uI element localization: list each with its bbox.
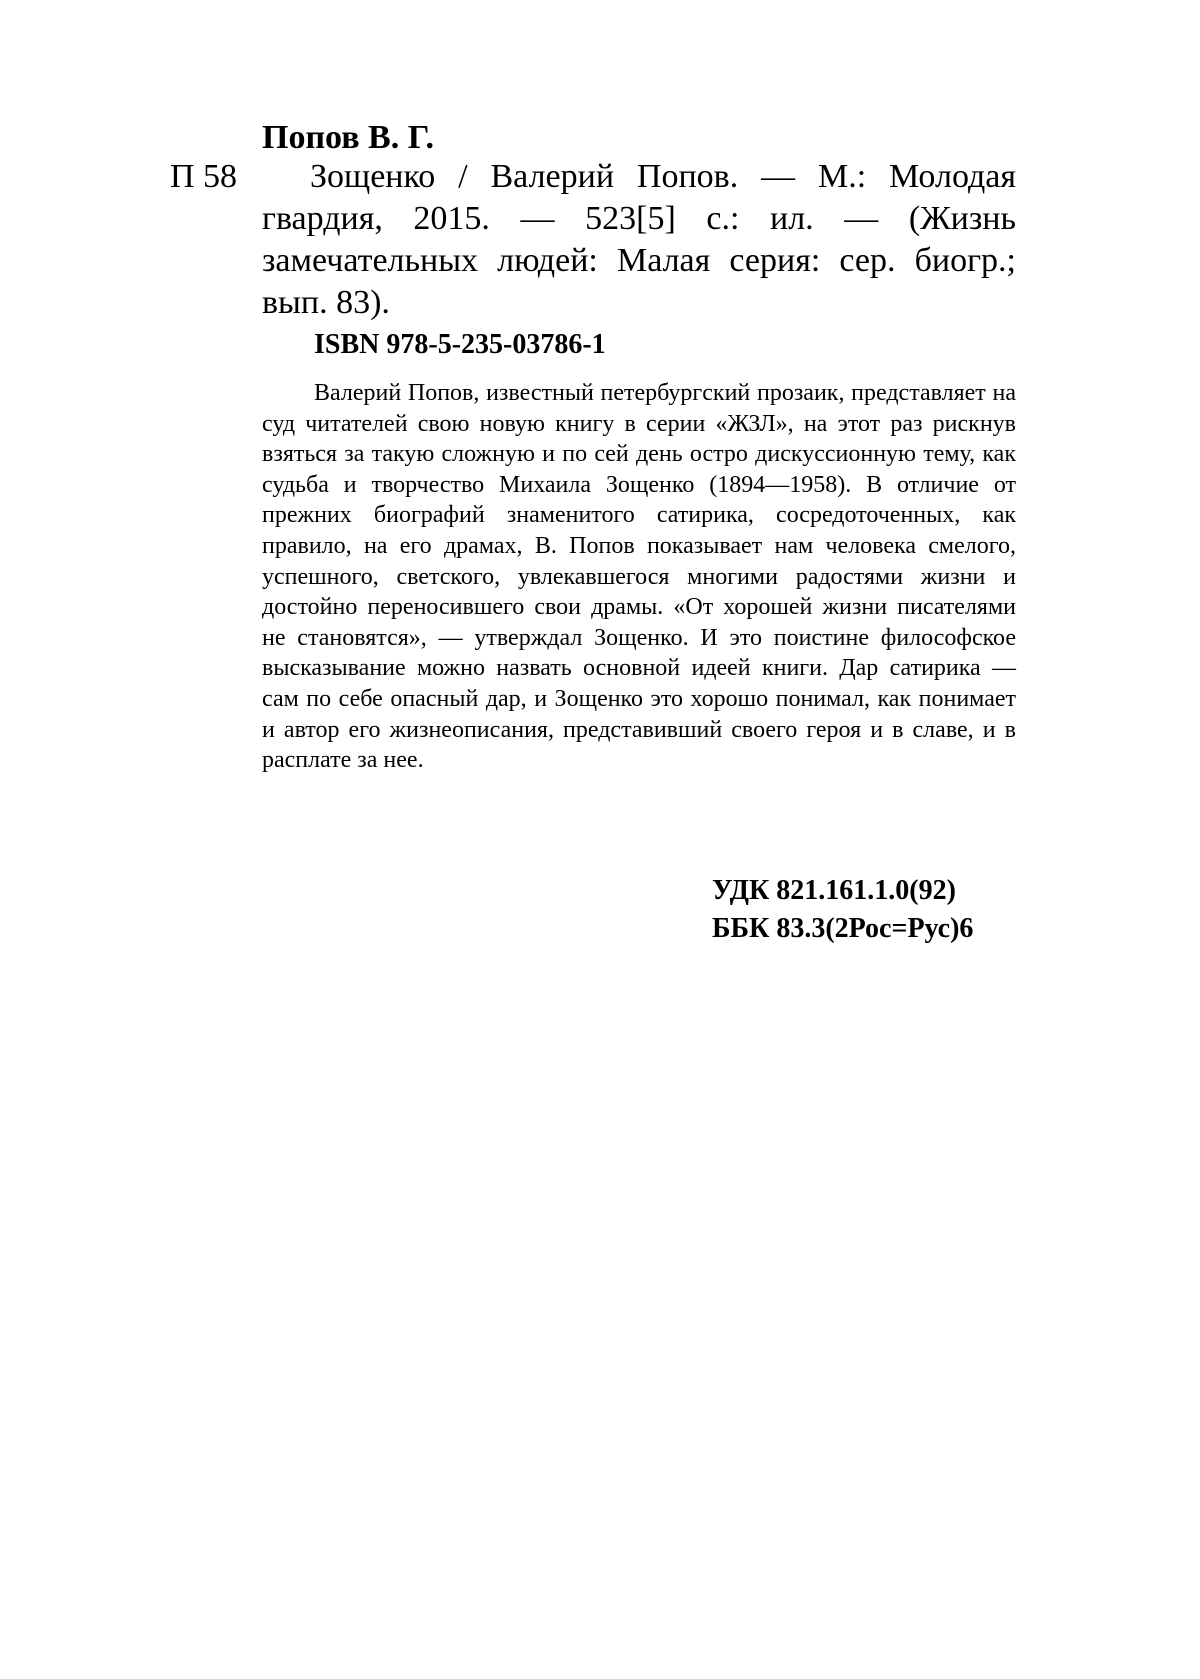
bbk-code: ББК 83.3(2Рос=Рус)6 (712, 913, 974, 944)
author-heading: Попов В. Г. (262, 119, 435, 156)
isbn: ISBN 978-5-235-03786-1 (314, 329, 606, 360)
author-cipher: П 58 (170, 158, 238, 195)
bibliographic-description: Зощенко / Валерий Попов. — М.: Молодая гвардия, 2015. — 523[5] с.: ил. — (Жизнь замечательных людей: Малая серия: сер. биогр.; вып. 83). (262, 158, 1016, 321)
annotation: Валерий Попов, известный петербургский прозаик, представляет на суд читателей свою новую книгу в серии «ЖЗЛ», на этот раз рискнув взяться за такую сложную и по сей день остро дискуссионную тему, как судьба и творчество Михаила Зощенко (1894—1958). В отличие от прежних биографий знаменитого сатирика, сосредоточенных, как правило, на его драмах, В. Попов показывает нам человека смелого, успешного, светского, увлекавшегося многими радостями жизни и достойно переносившего свои драмы. «От хорошей жизни писателями не становятся», — утверждал Зощенко. И это поистине философское высказывание можно назвать основной идеей книги. Дар сатирика — сам по себе опасный дар, и Зощенко это хорошо понимал, как понимает и автор его жизнеописания, представивший своего героя и в славе, и в расплате за нее. (262, 380, 1016, 774)
classification-block (712, 872, 1016, 948)
udk-code: УДК 821.161.1.0(92) (712, 875, 956, 906)
